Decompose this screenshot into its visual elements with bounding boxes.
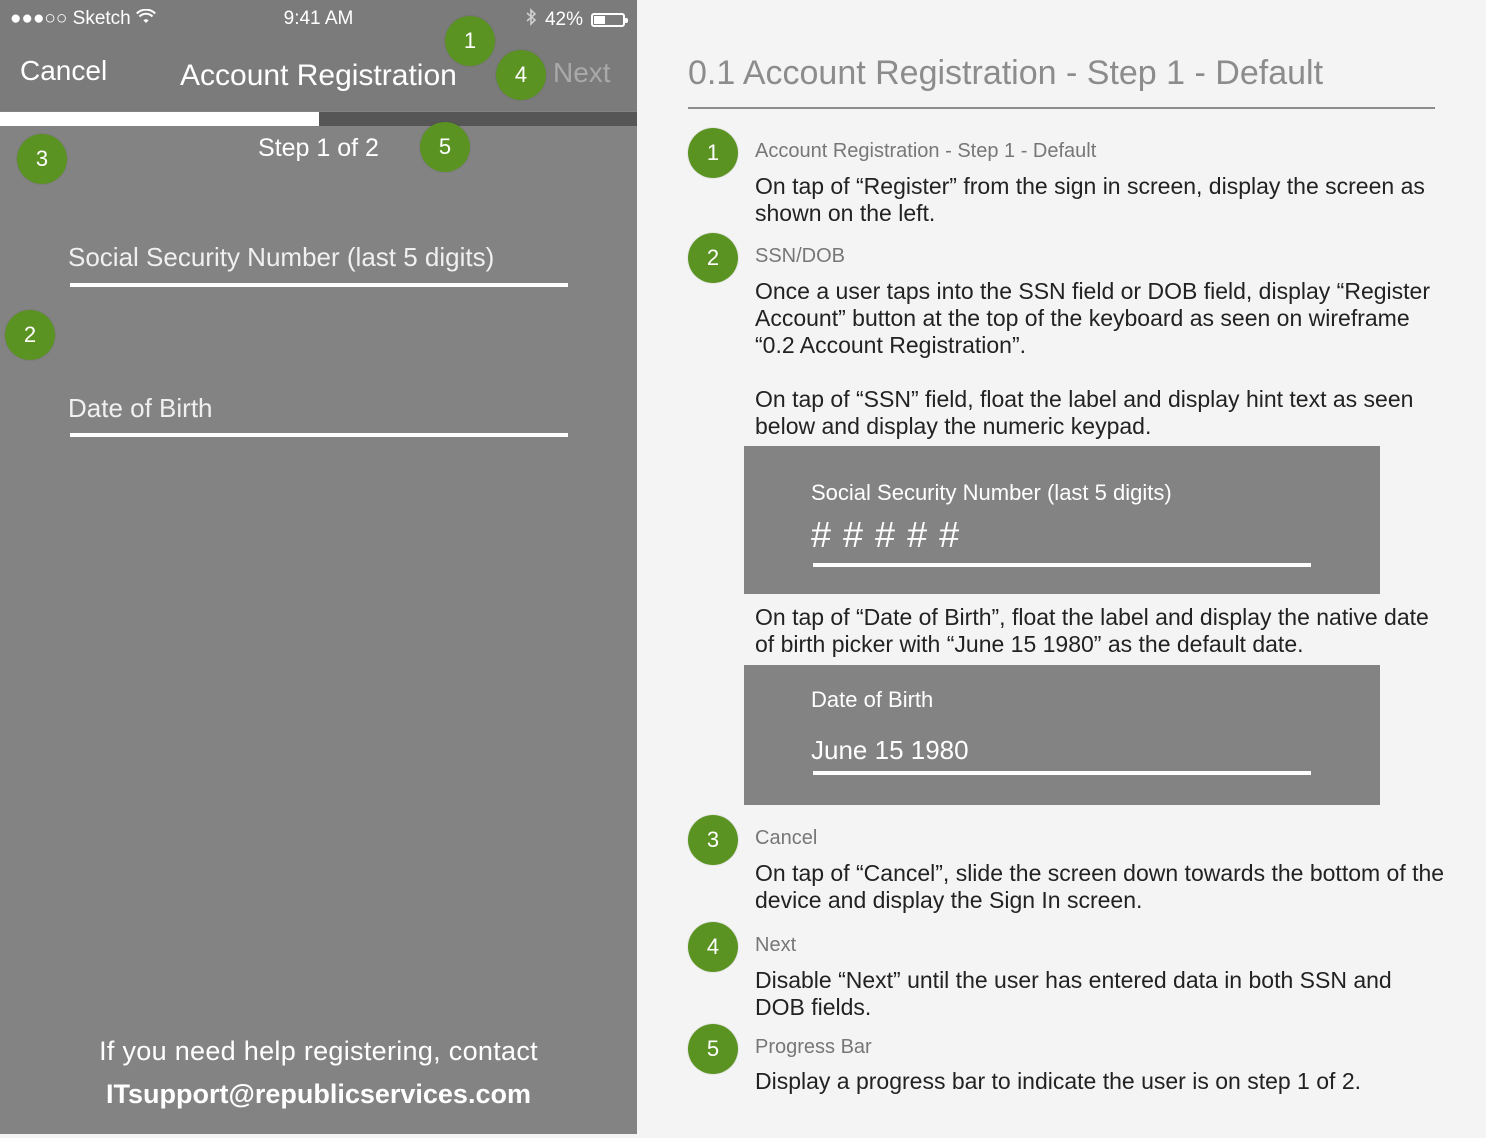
status-right [525, 8, 625, 31]
spec-heading-1: Account Registration - Step 1 - Default [755, 140, 1097, 162]
ssn-example-underline [813, 563, 1311, 567]
spec-badge-5: 5 [688, 1024, 738, 1074]
spec-body-3: On tap of “Cancel”, slide the screen down towards the bottom of the device and display the Sign In screen. [755, 860, 1445, 913]
spec-heading-4: Next [755, 934, 797, 956]
battery-fill [594, 16, 605, 24]
annotation-badge-4: 4 [496, 50, 546, 100]
dob-field-underline [70, 433, 568, 437]
next-button[interactable]: Next [553, 57, 611, 88]
spec-divider [688, 107, 1435, 109]
spec-title: 0.1 Account Registration - Step 1 - Default [688, 54, 1324, 92]
nav-title: Account Registration [180, 59, 457, 92]
spec-body-2: Once a user taps into the SSN field or DOB field, display “Register Account” button at the top of the keyboard as seen on wireframe “0.2 Account Registration”. [755, 278, 1430, 358]
support-email-link[interactable]: ITsupport@republicservices.com [106, 1079, 531, 1109]
spec-body-2b: On tap of “SSN” field, float the label and display hint text as seen below and display the numeric keypad. [755, 386, 1414, 439]
spec-panel [637, 0, 1486, 1134]
spec-body-1: On tap of “Register” from the sign in screen, display the screen as shown on the left. [755, 173, 1425, 226]
dob-example-underline [813, 771, 1311, 775]
annotation-badge-5: 5 [420, 122, 470, 172]
spec-body-4: Disable “Next” until the user has entered data in both SSN and DOB fields. [755, 967, 1392, 1020]
spec-body-5: Display a progress bar to indicate the user is on step 1 of 2. [755, 1068, 1361, 1094]
cancel-button[interactable]: Cancel [20, 55, 108, 86]
spec-badge-2: 2 [688, 233, 738, 283]
battery-percent: 42% [544, 8, 583, 30]
spec-heading-3: Cancel [755, 827, 818, 849]
phone-mockup [0, 0, 637, 1134]
dob-example-label: Date of Birth [811, 687, 934, 712]
dob-example-value: June 15 1980 [811, 735, 969, 765]
dob-example-panel [744, 665, 1380, 805]
annotation-badge-2: 2 [5, 310, 55, 360]
ssn-example-hint: # # # # # [811, 514, 961, 555]
annotation-badge-1: 1 [445, 16, 495, 66]
spec-badge-4: 4 [688, 922, 738, 972]
ssn-example-label: Social Security Number (last 5 digits) [811, 480, 1172, 505]
ssn-field-underline [70, 283, 568, 287]
spec-badge-3: 3 [688, 815, 738, 865]
ssn-example-panel [744, 446, 1380, 594]
dob-field[interactable]: Date of Birth [68, 393, 213, 423]
carrier-label: ●●●○○ Sketch [10, 8, 131, 30]
progress-bar [0, 112, 637, 126]
help-text: If you need help registering, contact [99, 1036, 538, 1066]
step-label: Step 1 of 2 [258, 134, 379, 162]
annotation-badge-3: 3 [17, 134, 67, 184]
bluetooth-icon [525, 8, 537, 31]
ssn-field[interactable]: Social Security Number (last 5 digits) [68, 242, 495, 272]
progress-fill [0, 112, 319, 126]
battery-icon [591, 13, 625, 27]
spec-heading-2: SSN/DOB [755, 245, 846, 267]
spec-body-2c: On tap of “Date of Birth”, float the label and display the native date of birth picker with “June 15 1980” as the default date. [755, 604, 1429, 657]
spec-badge-1: 1 [688, 128, 738, 178]
status-time: 9:41 AM [283, 8, 354, 29]
spec-heading-5: Progress Bar [755, 1036, 872, 1058]
